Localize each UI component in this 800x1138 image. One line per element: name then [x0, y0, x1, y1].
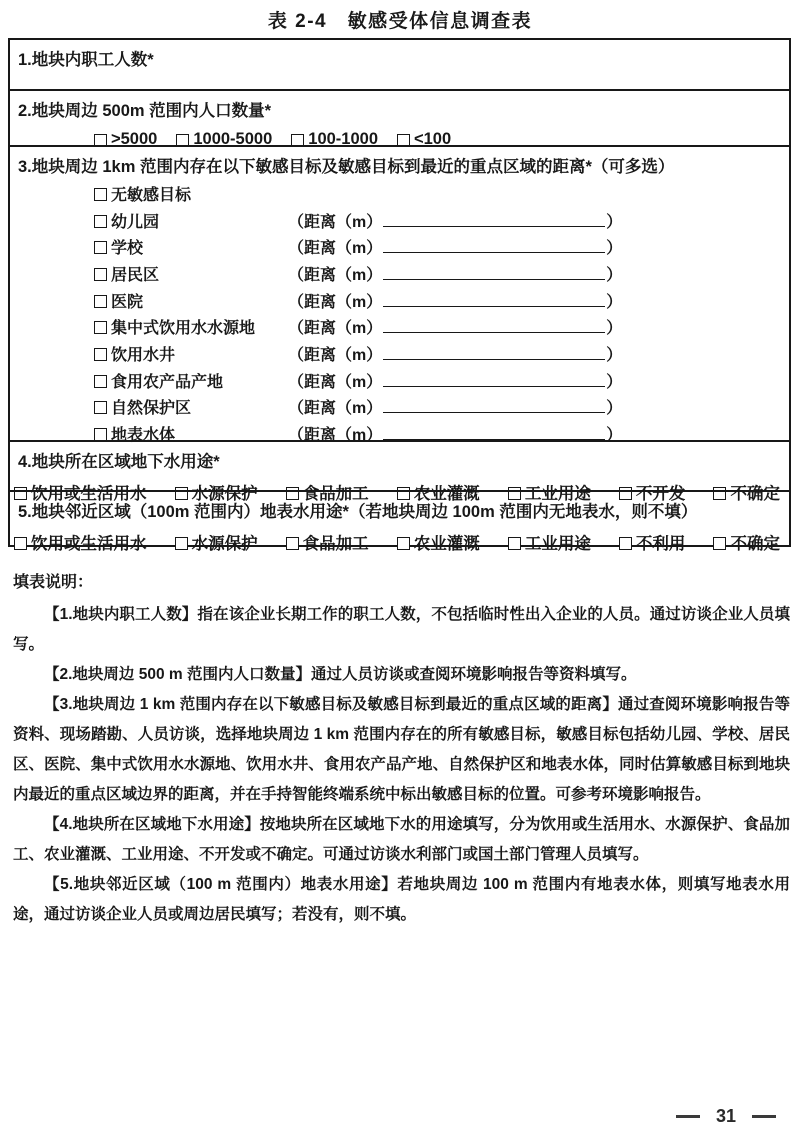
surfacewater-option-irrigation[interactable]: [397, 530, 480, 554]
distance-input-line[interactable]: [383, 425, 605, 440]
checkbox-icon[interactable]: [286, 537, 299, 550]
distance-input-line[interactable]: [383, 265, 605, 280]
option-label: 不确定: [730, 485, 780, 503]
checkbox-icon[interactable]: [713, 537, 726, 550]
distance-prefix: （距离（m）: [288, 320, 383, 338]
option-label: 水源保护: [191, 535, 258, 553]
distance-field: [288, 235, 622, 258]
option-label: 自然保护区: [111, 400, 192, 418]
checkbox-icon[interactable]: [94, 375, 107, 388]
distance-prefix: （距离（m）: [288, 240, 383, 258]
distance-input-line[interactable]: [383, 318, 605, 333]
surfacewater-option-source-protection[interactable]: [175, 530, 258, 554]
surfacewater-option-industrial[interactable]: [508, 530, 591, 554]
target-item-none: [10, 180, 789, 207]
notes-heading: 填表说明：: [13, 574, 94, 591]
distance-prefix: （距离（m）: [288, 373, 383, 391]
option-label: >5000: [111, 130, 158, 148]
note-item-5: 【5.地块邻近区域（100 m 范围内）地表水用途】若地块周边 100 m 范围内有地表水体，则填写地表水用途，通过访谈企业人员或周边居民填写；若没有，则不填。: [13, 876, 790, 923]
option-label: 不确定: [730, 535, 780, 553]
option-label: 水源保护: [191, 485, 258, 503]
option-label: 工业用途: [524, 535, 591, 553]
checkbox-icon[interactable]: [397, 537, 410, 550]
option-label: 工业用途: [524, 485, 591, 503]
note-item-1: 【1.地块内职工人数】指在该企业长期工作的职工人数，不包括临时性出入企业的人员。通过访谈企业人员填写。: [13, 606, 790, 653]
checkbox-icon[interactable]: [508, 537, 521, 550]
target-item-kindergarten: [10, 207, 789, 234]
target-option-farm-produce[interactable]: [94, 369, 288, 392]
table-row-population: [10, 89, 789, 148]
target-item-drinking-water-source: [10, 313, 789, 340]
option-label: 农业灌溉: [413, 485, 480, 503]
option-label: <100: [414, 130, 452, 148]
option-label: 农业灌溉: [413, 535, 480, 553]
distance-field: [288, 369, 622, 392]
target-item-hospital: [10, 287, 789, 314]
option-label: 无敏感目标: [111, 186, 192, 204]
row5-options: [10, 530, 789, 554]
checkbox-icon[interactable]: [94, 321, 107, 334]
note-item-3: 【3.地块周边 1 km 范围内存在以下敏感目标及敏感目标到最近的重点区域的距离】通过查阅环境影响报告等资料、现场踏勘、人员访谈，选择地块周边 1 km 范围内存在的所有敏感目标，敏感目标包括幼儿园、学校、居民区、医院、集中式饮用水水源地、饮用水井、食用农产品产地、自然保护区和地表水体，同时估算敏感目标到地块内最近的重点区域边界的距离，并在手持智能终端系统中标出敏感目标的位置。可参考环境影响报告。: [13, 696, 790, 803]
distance-prefix: （距离（m）: [288, 427, 383, 445]
row2-label: 2.地块周边 500m 范围内人口数量*: [18, 102, 272, 120]
page-title: 表 2-4 敏感受体信息调查表: [267, 11, 533, 32]
option-label: 不利用: [635, 535, 686, 553]
distance-suffix: ）: [606, 400, 623, 418]
option-label: 100-1000: [308, 130, 378, 148]
surfacewater-option-unused[interactable]: [619, 530, 686, 554]
option-label: 饮用或生活用水: [31, 535, 147, 553]
option-label: 医院: [111, 293, 144, 311]
distance-input-line[interactable]: [383, 292, 605, 307]
table-row-surface-water-use: [10, 490, 789, 553]
distance-field: [288, 395, 622, 418]
target-option-no-target[interactable]: [94, 182, 288, 205]
target-item-drinking-well: [10, 340, 789, 367]
option-label: 地表水体: [111, 427, 176, 445]
table-row-sensitive-targets: [10, 145, 789, 445]
checkbox-icon[interactable]: [94, 268, 107, 281]
target-option-drinking-water-source[interactable]: [94, 315, 288, 338]
distance-input-line[interactable]: [383, 372, 605, 387]
target-item-farm-produce: [10, 367, 789, 394]
distance-input-line[interactable]: [383, 345, 605, 360]
distance-prefix: （距离（m）: [288, 293, 383, 311]
checkbox-icon[interactable]: [94, 188, 107, 201]
footer-dash-right: [752, 1115, 776, 1117]
checkbox-icon[interactable]: [94, 295, 107, 308]
option-label: 食品加工: [302, 485, 369, 503]
form-notes-section: [13, 569, 790, 930]
option-label: 食品加工: [302, 535, 369, 553]
option-label: 幼儿园: [111, 213, 160, 231]
table-row-groundwater-use: [10, 440, 789, 503]
distance-prefix: （距离（m）: [288, 400, 383, 418]
checkbox-icon[interactable]: [94, 348, 107, 361]
footer-dash-left: [676, 1115, 700, 1117]
target-option-hospital[interactable]: [94, 289, 288, 312]
distance-input-line[interactable]: [383, 398, 605, 413]
distance-field: [288, 262, 622, 285]
surfacewater-option-uncertain[interactable]: [713, 530, 780, 554]
row3-label: 3.地块周边 1km 范围内存在以下敏感目标及敏感目标到最近的重点区域的距离*（可多选）: [18, 158, 675, 176]
note-item-4: 【4.地块所在区域地下水用途】按地块所在区域地下水的用途填写，分为饮用或生活用水、水源保护、食品加工、农业灌溉、工业用途、不开发或不确定。可通过访谈水利部门或国土部门管理人员填写。: [13, 816, 790, 863]
distance-field: [288, 315, 622, 338]
option-label: 饮用或生活用水: [31, 485, 147, 503]
checkbox-icon[interactable]: [94, 241, 107, 254]
distance-suffix: ）: [606, 293, 623, 311]
option-label: 饮用水井: [111, 346, 176, 364]
distance-suffix: ）: [606, 346, 623, 364]
option-label: 食用农产品产地: [111, 373, 224, 391]
distance-suffix: ）: [606, 427, 623, 445]
sensitive-target-list: [10, 180, 789, 447]
surfacewater-option-drinking[interactable]: [14, 530, 147, 554]
distance-prefix: （距离（m）: [288, 346, 383, 364]
distance-input-line[interactable]: [383, 238, 605, 253]
checkbox-icon[interactable]: [94, 215, 107, 228]
distance-field: [288, 342, 622, 365]
distance-prefix: （距离（m）: [288, 213, 383, 231]
target-option-nature-reserve[interactable]: [94, 395, 288, 418]
target-option-drinking-well[interactable]: [94, 342, 288, 365]
target-option-kindergarten[interactable]: [94, 209, 288, 232]
option-label: 居民区: [111, 266, 160, 284]
option-label: 1000-5000: [193, 130, 273, 148]
option-label: 学校: [111, 240, 144, 258]
page-number: [668, 1106, 784, 1127]
distance-suffix: ）: [606, 266, 623, 284]
option-label: 集中式饮用水水源地: [111, 320, 256, 338]
page-number-value: 31: [715, 1106, 737, 1126]
table-row-worker-count: [10, 40, 789, 89]
distance-suffix: ）: [606, 320, 623, 338]
note-item-2: 【2.地块周边 500 m 范围内人口数量】通过人员访谈或查阅环境影响报告等资料填写。: [44, 666, 637, 683]
distance-suffix: ）: [606, 240, 623, 258]
checkbox-icon[interactable]: [14, 537, 27, 550]
target-item-school: [10, 233, 789, 260]
row5-label: 5.地块邻近区域（100m 范围内）地表水用途*（若地块周边 100m 范围内无地表水，则不填）: [18, 503, 698, 521]
row4-label: 4.地块所在区域地下水用途*: [18, 453, 220, 471]
distance-suffix: ）: [606, 373, 623, 391]
distance-prefix: （距离（m）: [288, 266, 383, 284]
target-item-nature-reserve: [10, 394, 789, 421]
target-item-residential: [10, 260, 789, 287]
checkbox-icon[interactable]: [175, 537, 188, 550]
distance-field: [288, 289, 622, 312]
checkbox-icon[interactable]: [619, 537, 632, 550]
target-option-school[interactable]: [94, 235, 288, 258]
checkbox-icon[interactable]: [94, 401, 107, 414]
target-option-residential[interactable]: [94, 262, 288, 285]
surfacewater-option-food-processing[interactable]: [286, 530, 369, 554]
distance-field: [288, 209, 622, 232]
distance-input-line[interactable]: [383, 212, 605, 227]
option-label: 不开发: [635, 485, 686, 503]
survey-form-table: [8, 38, 791, 553]
distance-suffix: ）: [606, 213, 623, 231]
row1-label: 1.地块内职工人数*: [18, 51, 154, 69]
